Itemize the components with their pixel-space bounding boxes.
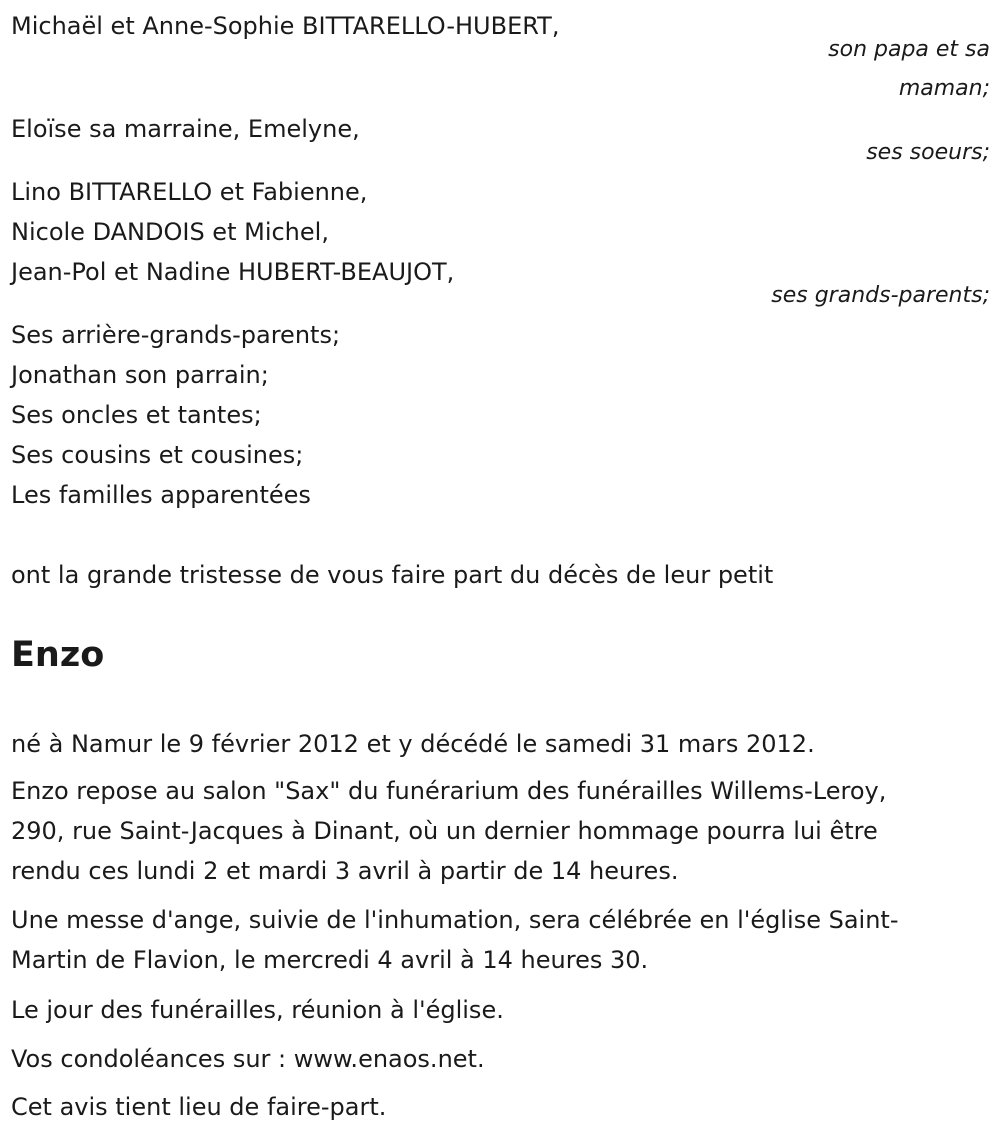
family-line: Ses oncles et tantes; xyxy=(11,401,262,429)
notice-text: Cet avis tient lieu de faire-part. xyxy=(11,1093,387,1121)
parents-names: Michaël et Anne-Sophie BITTARELLO-HUBERT, xyxy=(11,12,560,40)
repose-line: Enzo repose au salon "Sax" du funérarium des funérailles Willems-Leroy, xyxy=(11,777,887,805)
sisters-role: ses soeurs; xyxy=(866,140,990,165)
family-line: Jonathan son parrain; xyxy=(11,361,269,389)
family-line: Ses cousins et cousines; xyxy=(11,441,304,469)
parents-role-line2: maman; xyxy=(898,76,990,101)
grandparents-role: ses grands-parents; xyxy=(771,283,990,308)
repose-line: 290, rue Saint-Jacques à Dinant, où un dernier hommage pourra lui être xyxy=(11,817,878,845)
sisters-names: Eloïse sa marraine, Emelyne, xyxy=(11,115,360,143)
parents-role-line1: son papa et sa xyxy=(828,37,990,62)
grandparent-line-2: Nicole DANDOIS et Michel, xyxy=(11,218,329,246)
mass-line: Martin de Flavion, le mercredi 4 avril à 14 heures 30. xyxy=(11,946,649,974)
mass-paragraph xyxy=(11,900,990,980)
repose-line: rendu ces lundi 2 et mardi 3 avril à partir de 14 heures. xyxy=(11,857,679,885)
grandparent-line-3: Jean-Pol et Nadine HUBERT-BEAUJOT, xyxy=(11,258,455,286)
deceased-name: Enzo xyxy=(11,635,105,675)
repose-paragraph xyxy=(11,771,990,891)
announcement-text: ont la grande tristesse de vous faire part du décès de leur petit xyxy=(11,561,774,589)
family-line: Ses arrière-grands-parents; xyxy=(11,321,341,349)
grandparent-line-1: Lino BITTARELLO et Fabienne, xyxy=(11,178,368,206)
birth-death-text: né à Namur le 9 février 2012 et y décédé le samedi 31 mars 2012. xyxy=(11,730,815,758)
family-line: Les familles apparentées xyxy=(11,481,311,509)
condolences-text: Vos condoléances sur : www.enaos.net. xyxy=(11,1045,485,1073)
mass-line: Une messe d'ange, suivie de l'inhumation, sera célébrée en l'église Saint- xyxy=(11,906,899,934)
meeting-text: Le jour des funérailles, réunion à l'église. xyxy=(11,996,504,1024)
